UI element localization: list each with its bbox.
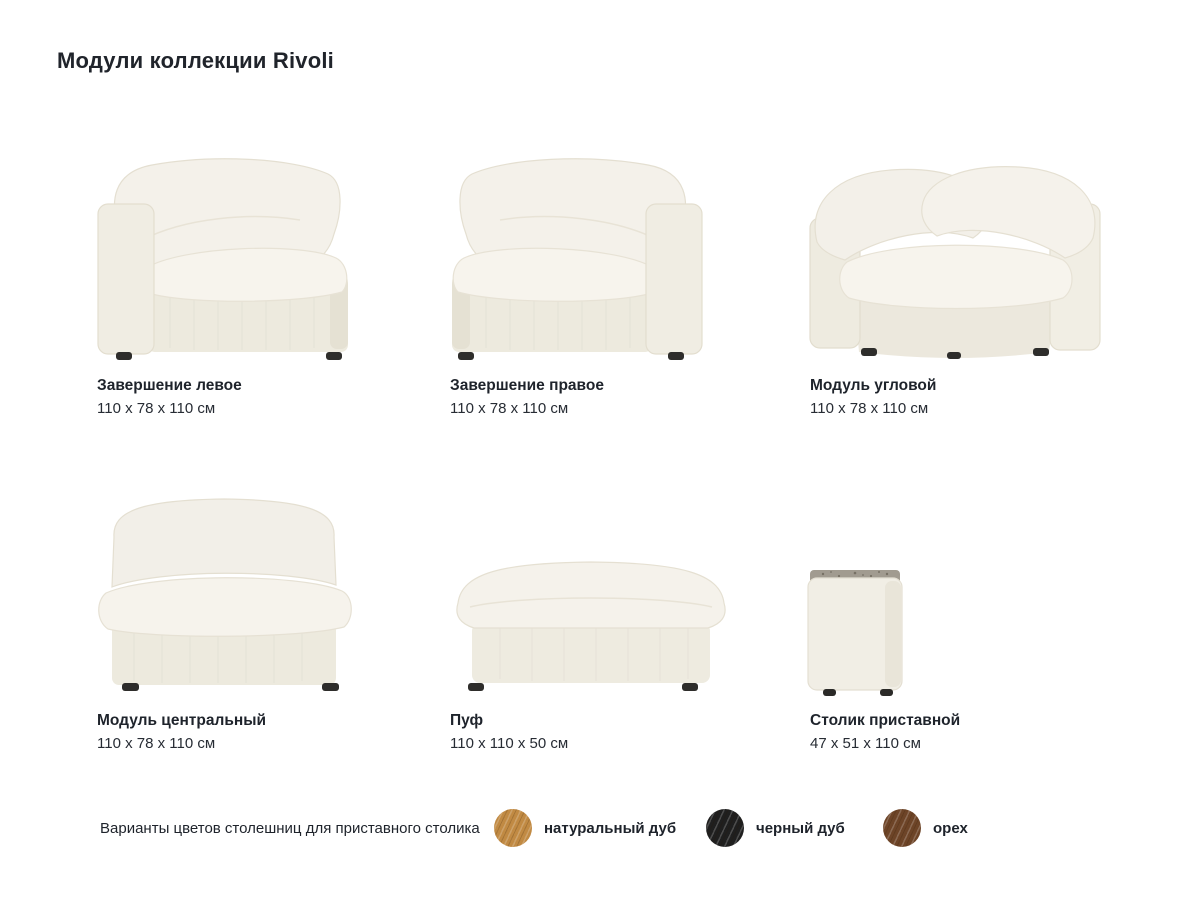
product-card-central [90, 475, 400, 775]
tabletop-color-option-natural-oak [494, 809, 676, 847]
central-module-image [90, 475, 390, 710]
product-card-pouf [440, 475, 750, 775]
page-title: Модули коллекции Rivoli [57, 48, 334, 73]
swatch-label: орех [933, 819, 968, 837]
product-name: Пуф [450, 712, 484, 729]
product-card-corner [795, 140, 1115, 440]
walnut-swatch-icon [883, 809, 921, 847]
swatch-label: натуральный дуб [544, 819, 677, 837]
tabletop-colors-caption: Варианты цветов столешниц для приставного столика [100, 820, 480, 837]
pouf-image [440, 475, 740, 710]
product-card-left-end [90, 140, 400, 440]
product-dimensions: 110 x 78 x 110 см [97, 400, 216, 417]
corner-module-image [795, 140, 1115, 375]
product-card-side-table [795, 475, 1115, 775]
right-end-module-image [440, 140, 740, 375]
left-end-module-image [90, 140, 390, 375]
product-name: Модуль угловой [810, 377, 937, 394]
product-card-right-end [440, 140, 750, 440]
product-name: Столик приставной [810, 712, 961, 729]
black-oak-swatch-icon [706, 809, 744, 847]
natural-oak-swatch-icon [494, 809, 532, 847]
side-table-image [795, 475, 1115, 710]
tabletop-color-option-walnut [883, 809, 968, 847]
swatch-label: черный дуб [756, 819, 845, 837]
product-name: Завершение левое [97, 377, 242, 394]
product-dimensions: 110 x 78 x 110 см [97, 735, 216, 752]
product-dimensions: 110 x 110 x 50 см [450, 735, 569, 752]
product-dimensions: 110 x 78 x 110 см [450, 400, 569, 417]
product-dimensions: 47 x 51 x 110 см [810, 735, 921, 752]
tabletop-color-option-black-oak [706, 809, 845, 847]
product-name: Завершение правое [450, 377, 604, 394]
product-dimensions: 110 x 78 x 110 см [810, 400, 929, 417]
product-name: Модуль центральный [97, 712, 266, 729]
